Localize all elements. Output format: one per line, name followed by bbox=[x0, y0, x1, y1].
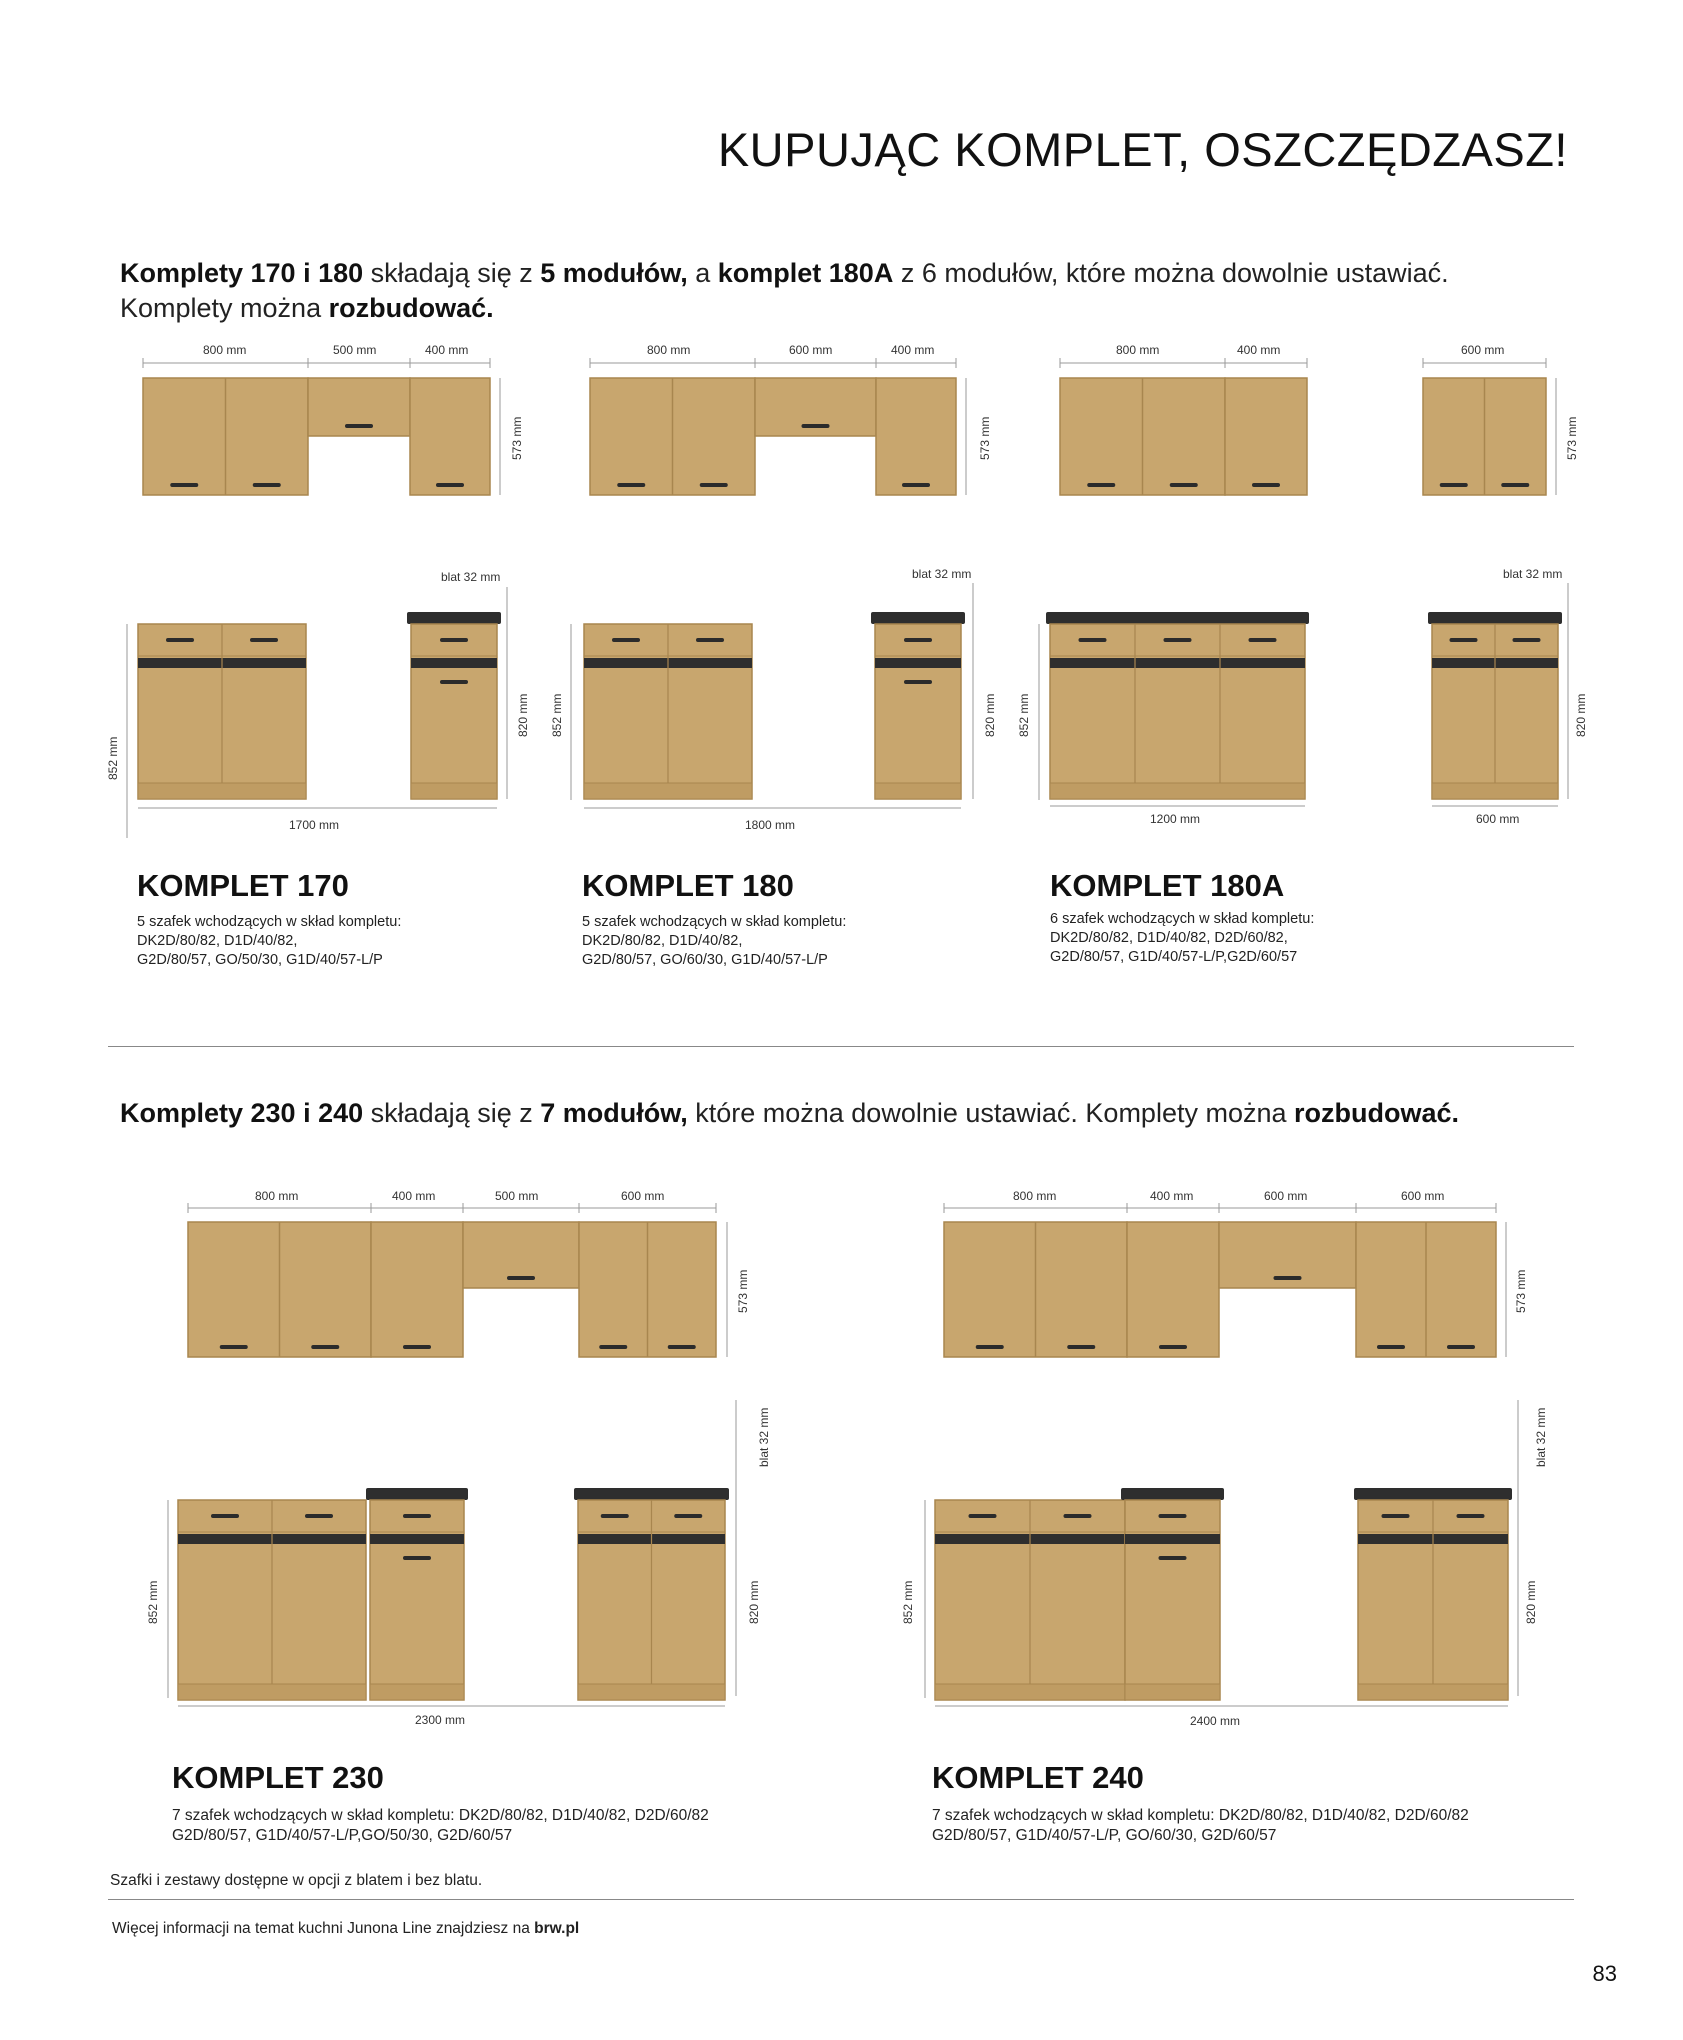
dim-label: 400 mm bbox=[1150, 1189, 1194, 1203]
dim-label: blat 32 mm bbox=[757, 1407, 771, 1467]
dim-label: 852 mm bbox=[1017, 693, 1031, 737]
dim-label: 1200 mm bbox=[1150, 812, 1201, 826]
intro-text: z 6 modułów, które można dowolnie ustawiać. bbox=[893, 258, 1449, 288]
cabinet-handle bbox=[305, 1514, 333, 1518]
dim-label: 600 mm bbox=[1476, 812, 1520, 826]
cabinet-handle bbox=[345, 424, 373, 428]
plinth bbox=[1125, 1684, 1220, 1700]
dim-label: 600 mm bbox=[1264, 1189, 1308, 1203]
intro-text: a bbox=[687, 258, 718, 288]
dim-label: 800 mm bbox=[1116, 343, 1160, 357]
cabinet-handle bbox=[969, 1514, 997, 1518]
cabinet-handle bbox=[674, 1514, 702, 1518]
dim-label: 600 mm bbox=[1401, 1189, 1445, 1203]
set-title: KOMPLET 170 bbox=[137, 868, 349, 903]
set-description: 7 szafek wchodzących w skład kompletu: DK2D/80/82, D1D/40/82, D2D/60/82 G2D/80/57, G1D/40/57-L/P, GO/60/30, G2D/60/57 bbox=[932, 1807, 1469, 1844]
intro-line-3 bbox=[120, 1096, 1459, 1131]
dark-strip bbox=[578, 1534, 725, 1544]
countertop bbox=[1121, 1488, 1224, 1500]
cabinet-handle bbox=[507, 1276, 535, 1280]
dim-label: blat 32 mm bbox=[441, 570, 501, 584]
dim-label: 500 mm bbox=[333, 343, 377, 357]
intro-text: Komplety 170 i 180 bbox=[120, 258, 364, 288]
dim-label: 600 mm bbox=[789, 343, 833, 357]
dim-label: 600 mm bbox=[1461, 343, 1505, 357]
wall-cabinet bbox=[371, 1222, 463, 1357]
intro-text: składają się z bbox=[363, 258, 541, 288]
cabinet-handle bbox=[403, 1556, 431, 1560]
cabinet-handle bbox=[1170, 483, 1198, 487]
cabinet-handle bbox=[1067, 1345, 1095, 1349]
cabinet-handle bbox=[1249, 638, 1277, 642]
open-shelf-cabinet bbox=[1219, 1222, 1356, 1288]
intro-line-1 bbox=[120, 256, 1449, 291]
cabinet-handle bbox=[1159, 1556, 1187, 1560]
dim-label: 800 mm bbox=[203, 343, 247, 357]
base-cabinet bbox=[578, 1500, 725, 1700]
cabinet-handle bbox=[250, 638, 278, 642]
dim-label: 820 mm bbox=[747, 1580, 761, 1624]
cabinet-handle bbox=[802, 424, 830, 428]
dim-label: 573 mm bbox=[736, 1269, 750, 1313]
plinth bbox=[875, 783, 961, 799]
countertop bbox=[574, 1488, 729, 1500]
base-cabinet bbox=[1125, 1500, 1220, 1700]
dim-label: 400 mm bbox=[1237, 343, 1281, 357]
dim-label: 1800 mm bbox=[745, 818, 796, 832]
cabinet-handle bbox=[1159, 1514, 1187, 1518]
intro-text: rozbudować. bbox=[1294, 1098, 1460, 1128]
cabinet-handle bbox=[904, 680, 932, 684]
cabinet-handle bbox=[440, 680, 468, 684]
wall-cabinet bbox=[1356, 1222, 1496, 1357]
cabinet-handle bbox=[1501, 483, 1529, 487]
dark-strip bbox=[370, 1534, 464, 1544]
dim-label: 852 mm bbox=[901, 1580, 915, 1624]
base-cabinet bbox=[411, 624, 497, 799]
plinth bbox=[411, 783, 497, 799]
countertop bbox=[1428, 612, 1562, 624]
dim-label: 800 mm bbox=[1013, 1189, 1057, 1203]
set-description: 6 szafek wchodzących w skład kompletu: DK2D/80/82, D1D/40/82, D2D/60/82, G2D/80/57, G1D/40/57-L/P,G2D/60/57 bbox=[1050, 911, 1315, 965]
plinth bbox=[578, 1684, 725, 1700]
dim-label: 852 mm bbox=[106, 736, 120, 780]
dim-label: 400 mm bbox=[425, 343, 469, 357]
intro-text: rozbudować. bbox=[328, 293, 494, 323]
cabinet-handle bbox=[403, 1345, 431, 1349]
footer-more-text: Więcej informacji na temat kuchni Junona Line znajdziesz na bbox=[112, 1920, 535, 1937]
cabinet-handle bbox=[601, 1514, 629, 1518]
cabinet-handle bbox=[170, 483, 198, 487]
cabinet-handle bbox=[1164, 638, 1192, 642]
dim-label: 600 mm bbox=[621, 1189, 665, 1203]
dark-strip bbox=[1125, 1534, 1220, 1544]
open-shelf-cabinet bbox=[308, 378, 410, 436]
dim-label: 820 mm bbox=[516, 693, 530, 737]
plinth bbox=[178, 1684, 366, 1700]
wall-cabinet bbox=[590, 378, 755, 495]
dim-label: 400 mm bbox=[392, 1189, 436, 1203]
dim-label: 852 mm bbox=[146, 1580, 160, 1624]
dark-strip bbox=[875, 658, 961, 668]
plinth bbox=[1432, 783, 1558, 799]
base-cabinet bbox=[875, 624, 961, 799]
set-title: KOMPLET 240 bbox=[932, 1760, 1144, 1795]
dim-label: blat 32 mm bbox=[1534, 1407, 1548, 1467]
cabinet-handle bbox=[220, 1345, 248, 1349]
cabinet-handle bbox=[1447, 1345, 1475, 1349]
wall-cabinet bbox=[143, 378, 308, 495]
intro-text: 7 modułów, bbox=[540, 1098, 688, 1128]
cabinet-handle bbox=[902, 483, 930, 487]
dim-label: 400 mm bbox=[891, 343, 935, 357]
footer-note: Szafki i zestawy dostępne w opcji z blatem i bez blatu. bbox=[110, 1872, 483, 1889]
cabinet-handle bbox=[612, 638, 640, 642]
set-title: KOMPLET 180 bbox=[582, 868, 794, 903]
cabinet-handle bbox=[599, 1345, 627, 1349]
countertop bbox=[407, 612, 501, 624]
wall-cabinet bbox=[410, 378, 490, 495]
base-cabinet bbox=[1432, 624, 1558, 799]
cabinet-handle bbox=[440, 638, 468, 642]
dim-label: 820 mm bbox=[1574, 693, 1588, 737]
cabinet-handle bbox=[1079, 638, 1107, 642]
cabinet-handle bbox=[1252, 483, 1280, 487]
dim-label: 800 mm bbox=[647, 343, 691, 357]
cabinet-handle bbox=[1440, 483, 1468, 487]
intro-text: składają się z bbox=[363, 1098, 541, 1128]
page-headline: KUPUJĄC KOMPLET, OSZCZĘDZASZ! bbox=[717, 123, 1568, 176]
cabinet-handle bbox=[1382, 1514, 1410, 1518]
plinth bbox=[370, 1684, 464, 1700]
dim-label: 820 mm bbox=[983, 693, 997, 737]
wall-cabinet bbox=[1127, 1222, 1219, 1357]
dim-label: 1700 mm bbox=[289, 818, 340, 832]
plinth bbox=[584, 783, 752, 799]
cabinet-handle bbox=[1087, 483, 1115, 487]
wall-cabinet bbox=[876, 378, 956, 495]
wall-cabinet bbox=[944, 1222, 1127, 1357]
cabinet-handle bbox=[904, 638, 932, 642]
set-description: 5 szafek wchodzących w skład kompletu: DK2D/80/82, D1D/40/82, G2D/80/57, GO/60/30, G1D/40/57-L/P bbox=[582, 914, 847, 968]
cabinet-handle bbox=[696, 638, 724, 642]
countertop bbox=[366, 1488, 468, 1500]
wall-cabinet bbox=[1423, 378, 1546, 495]
set-title: KOMPLET 180A bbox=[1050, 868, 1285, 903]
dark-strip bbox=[178, 1534, 366, 1544]
plinth bbox=[1358, 1684, 1508, 1700]
base-cabinet bbox=[1050, 624, 1305, 799]
cabinet-handle bbox=[1159, 1345, 1187, 1349]
open-shelf-cabinet bbox=[755, 378, 876, 436]
cabinet-handle bbox=[700, 483, 728, 487]
dim-label: blat 32 mm bbox=[912, 567, 972, 581]
dim-label: blat 32 mm bbox=[1503, 567, 1563, 581]
brw-link[interactable]: brw.pl bbox=[534, 1920, 580, 1937]
countertop bbox=[1046, 612, 1309, 624]
set-description: 7 szafek wchodzących w skład kompletu: DK2D/80/82, D1D/40/82, D2D/60/82 G2D/80/57, G1D/40/57-L/P,GO/50/30, G2D/60/57 bbox=[172, 1807, 709, 1844]
dark-strip bbox=[584, 658, 752, 668]
footer-divider bbox=[108, 1899, 1574, 1900]
dim-label: 573 mm bbox=[1514, 1269, 1528, 1313]
base-cabinet bbox=[138, 624, 306, 799]
cabinet-handle bbox=[403, 1514, 431, 1518]
plinth bbox=[138, 783, 306, 799]
dim-label: 573 mm bbox=[978, 416, 992, 460]
cabinet-handle bbox=[436, 483, 464, 487]
intro-text: Komplety można bbox=[120, 293, 329, 323]
wall-cabinet bbox=[1225, 378, 1307, 495]
wall-cabinet bbox=[188, 1222, 371, 1357]
wall-cabinet bbox=[1060, 378, 1225, 495]
section-divider bbox=[108, 1046, 1574, 1047]
dim-label: 800 mm bbox=[255, 1189, 299, 1203]
cabinet-handle bbox=[1513, 638, 1541, 642]
open-shelf-cabinet bbox=[463, 1222, 579, 1288]
plinth bbox=[1050, 783, 1305, 799]
dark-strip bbox=[1432, 658, 1558, 668]
cabinet-handle bbox=[1274, 1276, 1302, 1280]
countertop bbox=[871, 612, 965, 624]
intro-text: które można dowolnie ustawiać. Komplety można bbox=[687, 1098, 1295, 1128]
page-number: 83 bbox=[1592, 1961, 1617, 1986]
cabinet-handle bbox=[1377, 1345, 1405, 1349]
dark-strip bbox=[411, 658, 497, 668]
cabinet-handle bbox=[311, 1345, 339, 1349]
cabinet-handle bbox=[211, 1514, 239, 1518]
countertop bbox=[1354, 1488, 1512, 1500]
cabinet-handle bbox=[1457, 1514, 1485, 1518]
set-description: 5 szafek wchodzących w skład kompletu: DK2D/80/82, D1D/40/82, G2D/80/57, GO/50/30, G1D/40/57-L/P bbox=[137, 914, 402, 968]
base-cabinet bbox=[1358, 1500, 1508, 1700]
cabinet-handle bbox=[1450, 638, 1478, 642]
intro-text: Komplety 230 i 240 bbox=[120, 1098, 364, 1128]
base-cabinet bbox=[935, 1500, 1125, 1700]
dim-label: 852 mm bbox=[550, 693, 564, 737]
dim-label: 573 mm bbox=[1565, 416, 1579, 460]
base-cabinet bbox=[178, 1500, 366, 1700]
dim-label: 500 mm bbox=[495, 1189, 539, 1203]
dim-label: 573 mm bbox=[510, 416, 524, 460]
dark-strip bbox=[1050, 658, 1305, 668]
intro-text: komplet 180A bbox=[717, 258, 894, 288]
cabinet-handle bbox=[617, 483, 645, 487]
plinth bbox=[935, 1684, 1125, 1700]
intro-line-2 bbox=[120, 291, 494, 326]
dark-strip bbox=[1358, 1534, 1508, 1544]
cabinet-handle bbox=[668, 1345, 696, 1349]
set-title: KOMPLET 230 bbox=[172, 1760, 384, 1795]
intro-text: 5 modułów, bbox=[540, 258, 688, 288]
wall-cabinet bbox=[579, 1222, 716, 1357]
base-cabinet bbox=[584, 624, 752, 799]
footer-more-info bbox=[112, 1920, 579, 1938]
dim-label: 2300 mm bbox=[415, 1713, 466, 1727]
cabinet-handle bbox=[166, 638, 194, 642]
base-cabinet bbox=[370, 1500, 464, 1700]
dark-strip bbox=[138, 658, 306, 668]
dim-label: 820 mm bbox=[1524, 1580, 1538, 1624]
dark-strip bbox=[935, 1534, 1125, 1544]
cabinet-handle bbox=[253, 483, 281, 487]
dim-label: 2400 mm bbox=[1190, 1714, 1241, 1728]
cabinet-handle bbox=[976, 1345, 1004, 1349]
cabinet-handle bbox=[1064, 1514, 1092, 1518]
